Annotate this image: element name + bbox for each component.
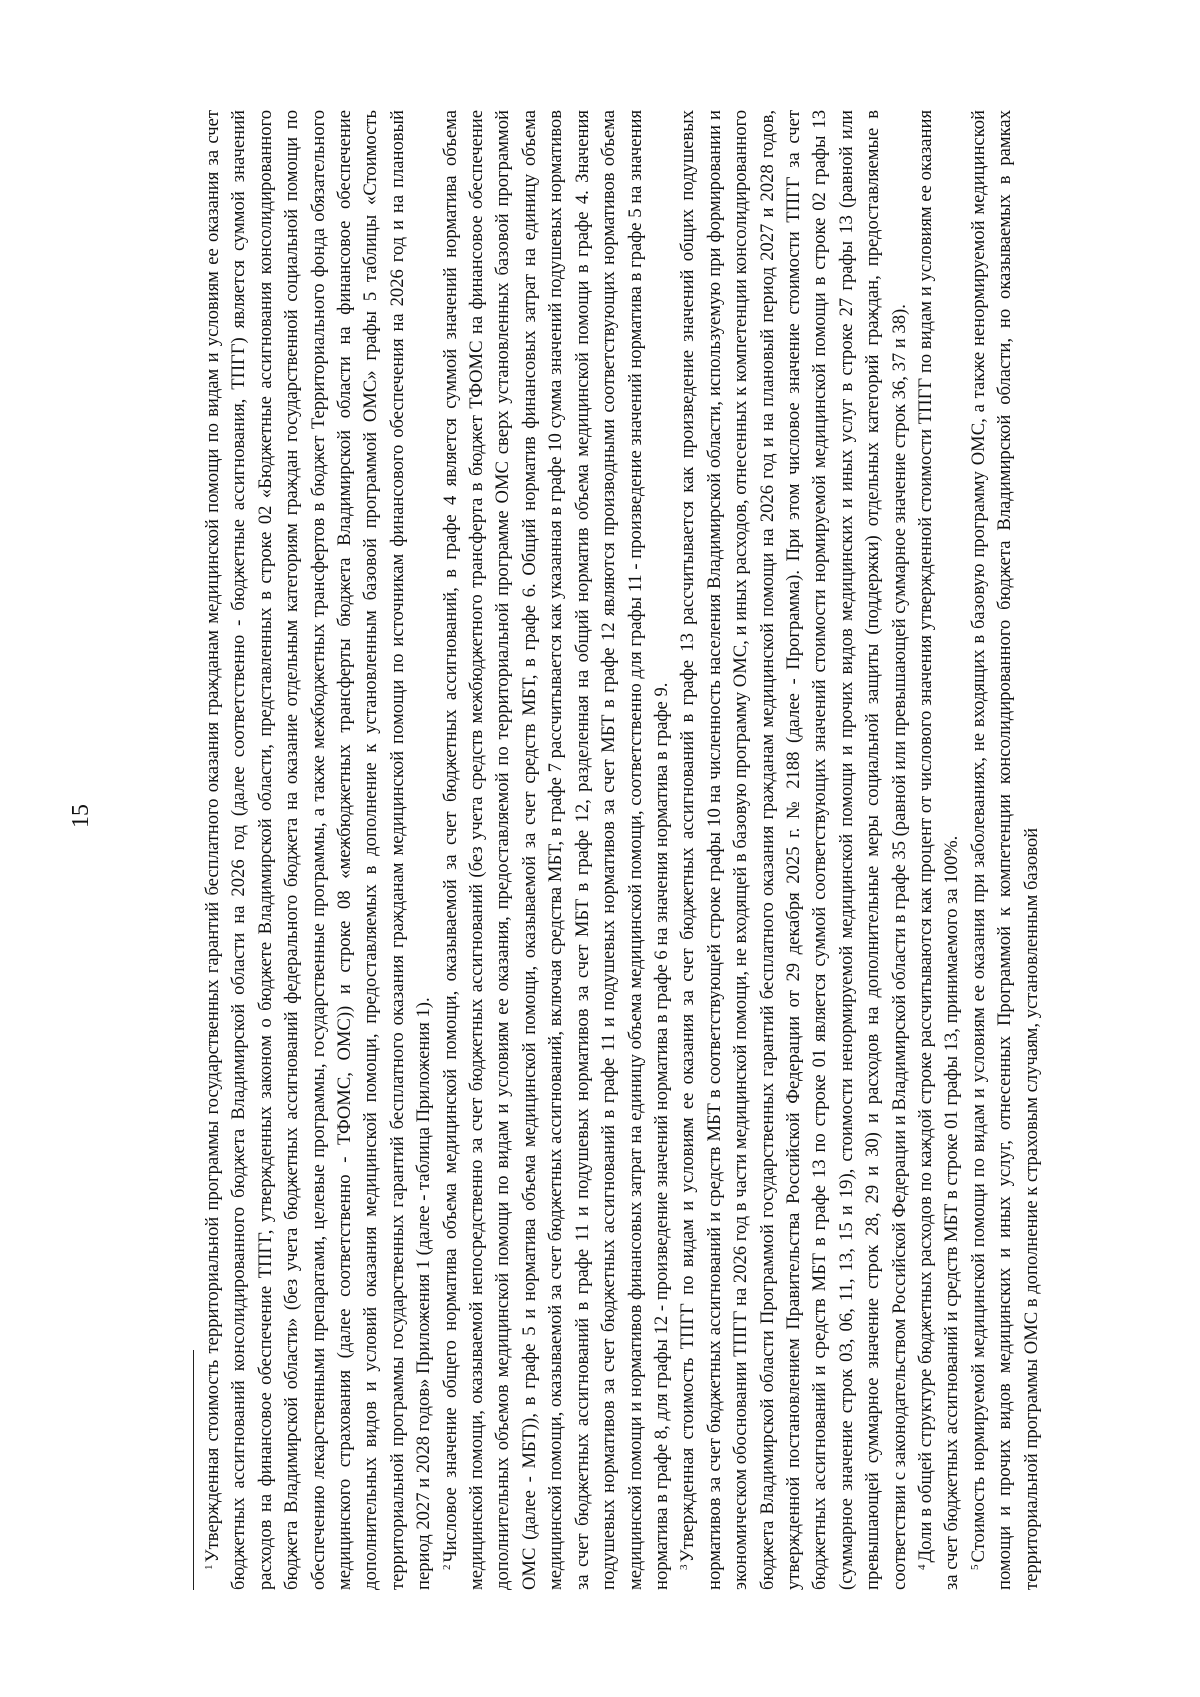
footnote-text: Числовое значение общего норматива объема медицинской помощи, оказываемой за счет бюджетных ассигнований, в графе 4 является суммой значений норматива объема медицинской помощи, оказываемой непосредственно за счет бюджетных ассигнований (без учета средств межбюджетного трансферта в бюджет ТФОМС на финансовое обеспечение дополнительных объемов медицинской помощи по видам и условиям ее оказания, предоставляемой по территориальной программе ОМС сверх установленных базовой программой ОМС (далее - МБТ)), в графе 5 и норматива объема медицинской помощи, оказываемой за счет средств МБТ, в графе 6. Общий норматив финансовых затрат на единицу объема медицинской помощи, оказываемой за счет бюджетных ассигнований, включая средства МБТ, в графе 7 рассчитывается как указанная в графе 10 сумма значений подушевых нормативов за счет бюджетных ассигнований в графе 11 и подушевых нормативов за счет МБТ в графе 12, разделенная на общий норматив объема медицинской помощи в графе 4. Значения подушевых нормативов за счет бюджетных ассигнований в графе 11 и подушевых нормативов за счет МБТ в графе 12 являются производными соответствующих нормативов объема медицинской помощи и нормативов финансовых затрат на единицу объема медицинской помощи, соответственно для графы 11 - произведение значений норматива в графе 5 на значения норматива в графе 8, для графы 12 - произведение значений норматива в графе 6 на значения норматива в графе 9. <box>439 110 672 1590</box>
footnote-mark: 3 <box>678 1564 691 1570</box>
footnote-text: Доли в общей структуре бюджетных расходов по каждой строке рассчитываются как процент от числового значения утвержденной стоимости ТПГГ по видам и условиям ее оказания за счет бюджетных ассигнований и средств МБТ в строке 01 графы 13, принимаемого за 100%. <box>914 110 963 1590</box>
footnote-text: Утвержденная стоимость ТПГГ по видам и условиям ее оказания за счет бюджетных ассигнований в графе 13 рассчитывается как произведение значений общих подушевых нормативов за счет бюджетных ассигнований и средств МБТ в соответствующей строке графы 10 на численность населения Владимирской области, используемую при формировании и экономическом обосновании ТПГГ на 2026 год в части медицинской помощи, не входящей в базовую программу ОМС, и иных расходов, отнесенных к компетенции консолидированного бюджета Владимирской области Программой государственных гарантий бесплатного оказания гражданам медицинской помощи на 2026 год и на плановый период 2027 и 2028 годов, утвержденной постановлением Правительства Российской Федерации от 29 декабря 2025 г. № 2188 (далее - Программа). При этом числовое значение стоимости ТПГГ за счет бюджетных ассигнований и средств МБТ в графе 13 по строке 01 является суммой соответствующих значений стоимости нормируемой медицинской помощи в строке 02 графы 13 (суммарное значение строк 03, 06, 11, 13, 15 и 19), стоимости ненормируемой медицинской помощи и прочих видов медицинских и иных услуг в строке 27 графы 13 (равной или превышающей суммарное значение строк 28, 29 и 30) и расходов на дополнительные меры социальной защиты (поддержки) отдельных категорий граждан, предоставляемые в соответствии с законодательством Российской Федерации и Владимирской области в графе 35 (равной или превышающей суммарное значение строк 36, 37 и 38). <box>677 110 910 1590</box>
footnote-list <box>200 110 1045 1590</box>
footnote-mark: 4 <box>915 1564 928 1570</box>
footnote-2 <box>438 110 676 1590</box>
footnote-mark: 1 <box>203 1564 215 1570</box>
footnote-5 <box>966 110 1045 1590</box>
footnote-text: Утвержденная стоимость территориальной программы государственных гарантий бесплатного оказания гражданам медицинской помощи по видам и условиям ее оказания за счет бюджетных ассигнований консолидированного бюджета Владимирской области на 2026 год (далее соответственно - бюджетные ассигнования, ТПГГ) является суммой значений расходов на финансовое обеспечение ТПГГ, утвержденных законом о бюджете Владимирской области, представленных в строке 02 «Бюджетные ассигнования консолидированного бюджета Владимирской области» (без учета бюджетных ассигнований федерального бюджета на оказание отдельным категориям граждан государственной социальной помощи по обеспечению лекарственными препаратами, целевые программы, государственные программы, а также межбюджетных трансфертов в бюджет Территориального фонда обязательного медицинского страхования (далее соответственно - ТФОМС, ОМС)) и строке 08 «межбюджетных трансферты бюджета Владимирской области на финансовое обеспечение дополнительных видов и условий оказания медицинской помощи, предоставляемых в дополнение к установленным базовой программой ОМС» графы 5 таблицы «Стоимость территориальной программы государственных гарантий бесплатного оказания гражданам медицинской помощи по источникам финансового обеспечения на 2026 год и на плановый период 2027 и 2028 годов» Приложения 1 (далее - таблица Приложения 1). <box>202 110 435 1590</box>
footnote-mark: 2 <box>440 1564 453 1570</box>
footnote-mark: 5 <box>968 1564 981 1570</box>
footnote-text: Стоимость нормируемой медицинской помощи по видам и условиям ее оказания при заболеваниях, не входящих в базовую программу ОМС, а также ненормируемой медицинской помощи и прочих видов медицинских и иных услуг, отнесенных Программой к компетенции консолидированного бюджета Владимирской области, но оказываемых в рамках территориальной программы ОМС в дополнение к страховым случаям, установленным базовой <box>967 110 1042 1590</box>
footnote-4 <box>913 110 966 1590</box>
footnote-1 <box>200 110 438 1590</box>
footnotes-block <box>193 110 1045 1590</box>
footnote-separator <box>193 1350 194 1590</box>
footnote-3 <box>675 110 913 1590</box>
page-number: 15 <box>68 804 94 828</box>
